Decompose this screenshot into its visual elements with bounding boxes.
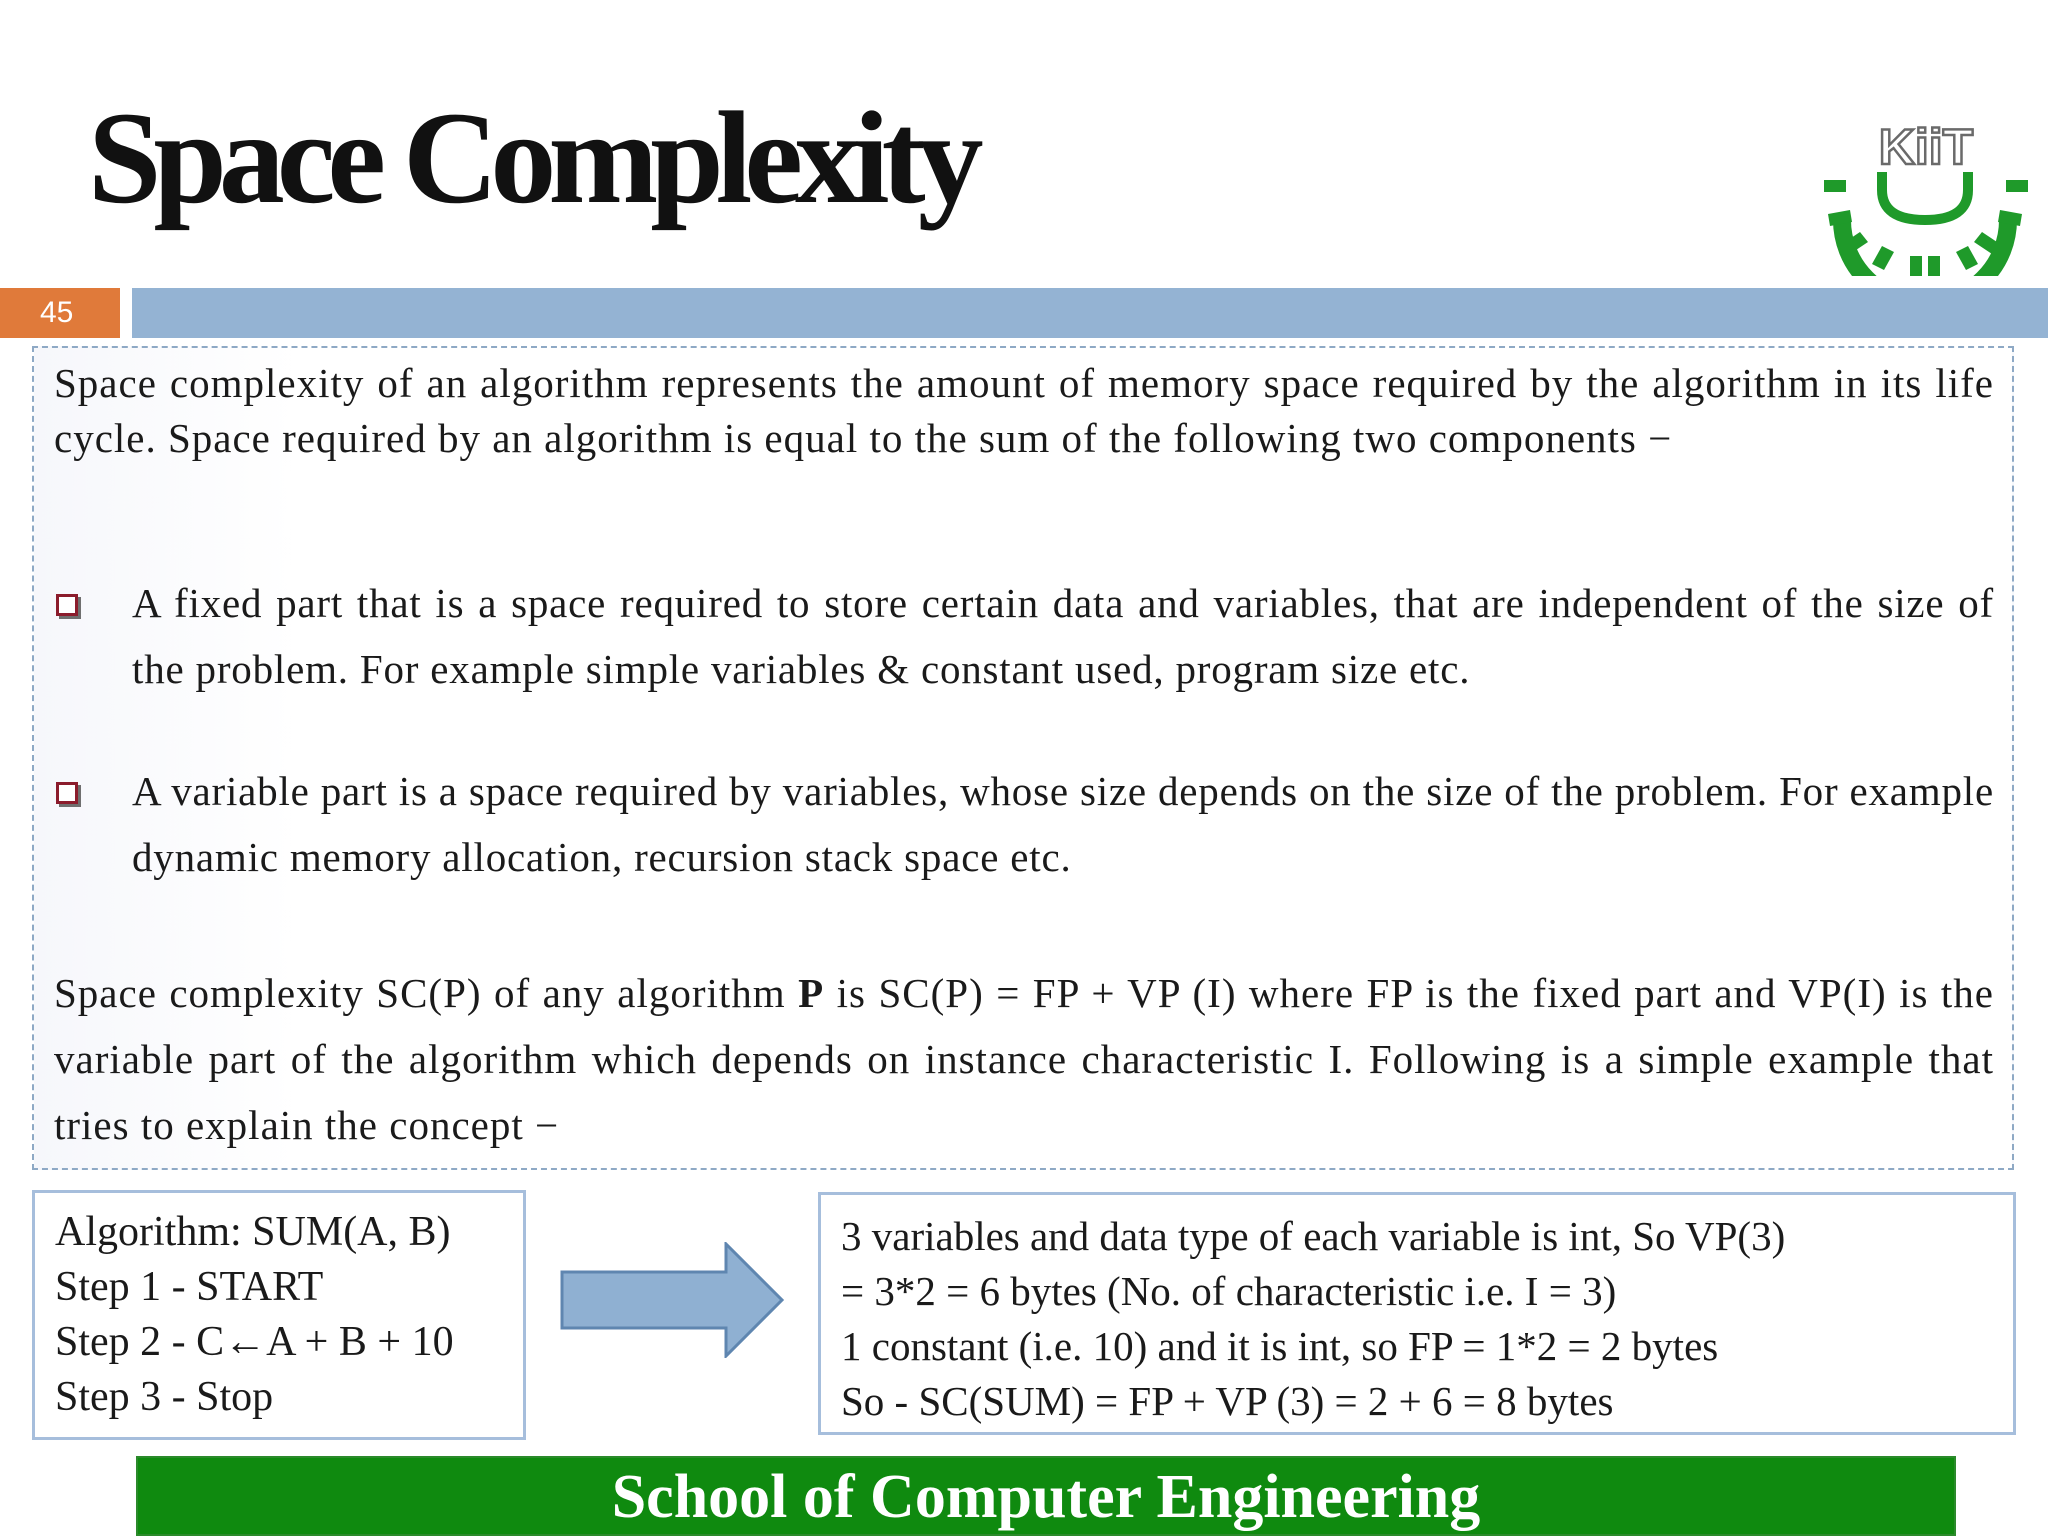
formula-text-end: is SC(P) = FP + VP (I) where FP is the fixed part and VP(I) is the variable part of the algorithm which depends on instance characteristic I. Following is a simple example that tries to explain the concept −	[54, 970, 1994, 1148]
slide-title: Space Complexity	[88, 84, 976, 231]
calculation-line: 1 constant (i.e. 10) and it is int, so FP = 1*2 = 2 bytes	[841, 1323, 1719, 1369]
bullet-fixed-part: A fixed part that is a space required to store certain data and variables, that are independent of the size of the problem. For example simple variables & constant used, program size etc.	[132, 580, 1994, 692]
slide-number: 45	[0, 288, 120, 338]
checkbox-bullet-icon	[56, 594, 78, 616]
formula-bold-p: P	[798, 970, 825, 1016]
algorithm-line: Step 3 - Stop	[55, 1374, 274, 1420]
right-arrow-icon	[560, 1242, 786, 1358]
footer-banner: School of Computer Engineering	[136, 1456, 1956, 1536]
algorithm-line: Step 1 - START	[55, 1264, 324, 1310]
formula-text-start: Space complexity SC(P) of any algorithm	[54, 970, 799, 1016]
kiit-logo	[1822, 116, 2028, 276]
checkbox-bullet-icon	[56, 782, 78, 804]
calculation-line: So - SC(SUM) = FP + VP (3) = 2 + 6 = 8 bytes	[841, 1378, 1614, 1424]
intro-paragraph: Space complexity of an algorithm represents the amount of memory space required by the algorithm in its life cycle. Space required by an algorithm is equal to the sum of the following two components −	[54, 360, 1994, 461]
algorithm-line: Algorithm: SUM(A, B)	[55, 1209, 451, 1255]
bullet-variable-part: A variable part is a space required by variables, whose size depends on the size of the problem. For example dynamic memory allocation, recursion stack space etc.	[132, 768, 1994, 880]
calculation-line: = 3*2 = 6 bytes (No. of characteristic i.e. I = 3)	[841, 1268, 1617, 1314]
calculation-line: 3 variables and data type of each variable is int, So VP(3)	[841, 1213, 1786, 1259]
algorithm-box	[32, 1190, 526, 1440]
formula-paragraph	[54, 960, 1994, 1158]
calculation-box	[818, 1192, 2016, 1435]
logo-text: KiiT	[1878, 119, 1974, 175]
algorithm-line: Step 2 - C←A + B + 10	[55, 1319, 454, 1365]
header-bar	[132, 288, 2048, 338]
